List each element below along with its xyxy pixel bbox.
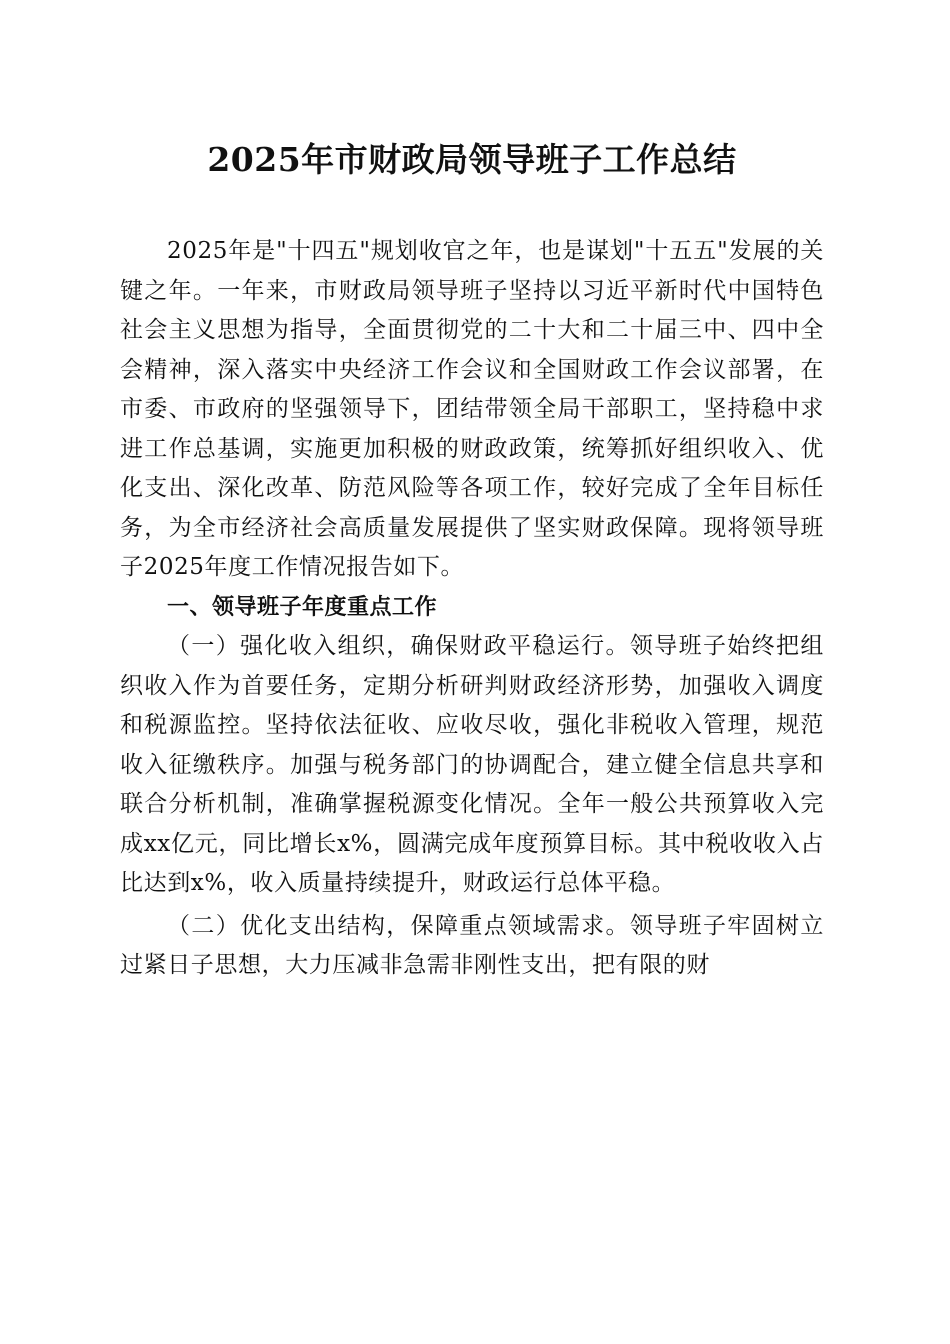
subsection-paragraph-2: （二）优化支出结构，保障重点领域需求。领导班子牢固树立过紧日子思想，大力压减非急需非刚性支出，把有限的财 [120, 912, 824, 978]
intro-paragraph: 2025年是"十四五"规划收官之年，也是谋划"十五五"发展的关键之年。一年来，市财政局领导班子坚持以习近平新时代中国特色社会主义思想为指导，全面贯彻党的二十大和二十届三中、四中全会精神，深入落实中央经济工作会议和全国财政工作会议部署，在市委、市政府的坚强领导下，团结带领全局干部职工，坚持稳中求进工作总基调，实施更加积极的财政政策，统筹抓好组织收入、优化支出、深化改革、防范风险等各项工作，较好完成了全年目标任务，为全市经济社会高质量发展提供了坚实财政保障。现将领导班子2025年度工作情况报告如下。 [120, 238, 824, 580]
document-title: 2025年市财政局领导班子工作总结 [207, 140, 737, 179]
section-heading-1: 一、领导班子年度重点工作 [167, 594, 438, 620]
subsection-paragraph-1: （一）强化收入组织，确保财政平稳运行。领导班子始终把组织收入作为首要任务，定期分析研判财政经济形势，加强收入调度和税源监控。坚持依法征收、应收尽收，强化非税收入管理，规范收入征缴秩序。加强与税务部门的协调配合，建立健全信息共享和联合分析机制，准确掌握税源变化情况。全年一般公共预算收入完成xx亿元，同比增长x%，圆满完成年度预算目标。其中税收收入占比达到x%，收入质量持续提升，财政运行总体平稳。 [120, 633, 824, 896]
document-page [120, 0, 824, 1344]
document-body [120, 232, 824, 986]
